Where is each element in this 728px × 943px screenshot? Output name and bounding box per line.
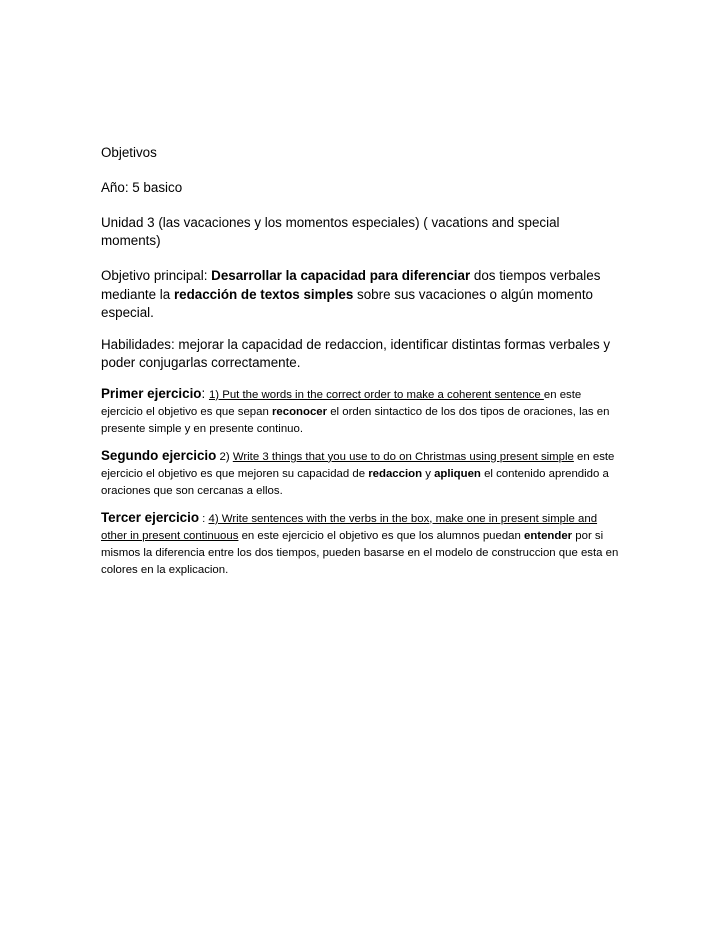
segundo-ejercicio-title: Segundo ejercicio	[101, 447, 217, 463]
primer-ejercicio-paragraph	[101, 386, 621, 437]
tercer-ejercicio-sep: :	[199, 512, 209, 525]
primer-ejercicio-text-2: el orden sintactico de los dos tipos de oraciones, las en presente simple y en presente continuo.	[101, 405, 610, 435]
tercer-ejercicio-paragraph	[101, 510, 621, 578]
unidad-line: Unidad 3 (las vacaciones y los momentos especiales) ( vacations and special moments)	[101, 215, 560, 248]
objetivo-principal-text-2: sobre sus vacaciones o algún momento especial.	[101, 286, 593, 320]
tercer-ejercicio-bold: entender	[524, 529, 573, 542]
objetivos-heading: Objetivos	[101, 145, 157, 160]
segundo-ejercicio-paragraph	[101, 448, 621, 499]
primer-ejercicio-text-1: en este ejercicio el objetivo es que sepan	[101, 388, 582, 418]
tercer-ejercicio-text-1: en este ejercicio el objetivo es que los alumnos puedan	[238, 529, 524, 542]
objetivo-principal-bold-2: redacción de textos simples	[173, 286, 354, 302]
tercer-ejercicio-text-2: por si mismos la diferencia entre los dos tiempos, pueden basarse en el modelo de construccion que esta en colores en la explicacion.	[101, 529, 619, 576]
objetivo-principal-text-1: dos tiempos verbales mediante la	[101, 268, 601, 302]
objetivo-principal-bold-1: Desarrollar la capacidad para diferenciar	[211, 268, 471, 283]
primer-ejercicio-title: Primer ejercicio	[101, 385, 202, 401]
primer-ejercicio-instruction: 1) Put the words in the correct order to make a coherent sentence	[208, 388, 544, 401]
tercer-ejercicio-title: Tercer ejercicio	[101, 509, 200, 525]
primer-ejercicio-bold: reconocer	[271, 405, 328, 418]
segundo-ejercicio-num: 2)	[216, 450, 233, 463]
segundo-ejercicio-text-3: el contenido aprendido a oraciones que son cercanas a ellos.	[101, 467, 609, 497]
anio-line: Año: 5 basico	[101, 180, 183, 195]
primer-ejercicio-sep: :	[201, 385, 209, 401]
document-page	[101, 144, 621, 589]
segundo-ejercicio-bold-1: redaccion	[368, 467, 423, 480]
tercer-ejercicio-instruction: 4) Write sentences with the verbs in the box, make one in present simple and other in present continuous	[101, 512, 598, 542]
habilidades-paragraph: Habilidades: mejorar la capacidad de redaccion, identificar distintas formas verbales y poder conjugarlas correctamente.	[101, 336, 611, 370]
segundo-ejercicio-bold-2: apliquen	[434, 467, 481, 480]
segundo-ejercicio-instruction: Write 3 things that you use to do on Christmas using present simple	[232, 450, 574, 463]
segundo-ejercicio-text-1: en este ejercicio el objetivo es que mejoren su capacidad de	[101, 450, 615, 480]
objetivo-principal-paragraph	[101, 267, 621, 323]
objetivo-principal-label: Objetivo principal:	[101, 268, 212, 283]
segundo-ejercicio-text-2: y	[422, 467, 435, 480]
